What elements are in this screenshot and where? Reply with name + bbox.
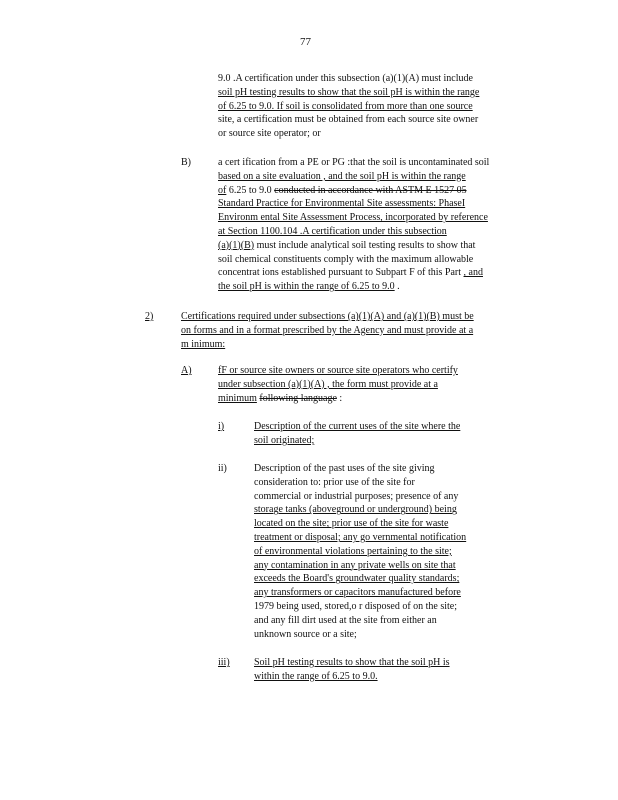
text-segment: must include analytical soil testing results to show that xyxy=(256,239,476,251)
text-segment: soil chemical constituents comply with the maximum allowable xyxy=(218,253,474,265)
item-label: iii) xyxy=(218,657,230,668)
text-line: of environmental violations pertaining to the site; xyxy=(254,545,452,557)
text-line xyxy=(218,184,489,198)
inserted-text: fF or source site owners or source site operators who certify xyxy=(218,365,458,376)
text-segment: concentrat ions established pursuant to Subpart F of this Part xyxy=(218,267,462,279)
paragraph-a2 xyxy=(218,364,458,405)
text-line: Soil pH testing results to show that the soil pH is xyxy=(254,657,450,668)
label-2: 2) xyxy=(145,311,154,322)
paragraph-2 xyxy=(181,310,474,351)
inserted-text: of xyxy=(218,184,227,196)
text-line: on forms and in a format prescribed by the Agency and must provide at a xyxy=(181,324,474,336)
text-line: storage tanks (aboveground or underground) being xyxy=(254,504,457,516)
item-body xyxy=(254,420,460,448)
text-line: exceeds the Board's groundwater quality standards; xyxy=(254,573,460,585)
inserted-text: based on a site evaluation , and the soil pH is within the range xyxy=(218,170,466,182)
text-line: located on the site; prior use of the site for waste xyxy=(254,518,449,530)
text-line: 1979 being used, stored,o r disposed of on the site; xyxy=(254,600,458,612)
text-line: Certifications required under subsections (a)(1)(A) and (a)(1)(B) must be xyxy=(181,311,474,322)
text-segment: : xyxy=(339,392,343,404)
text-segment: . xyxy=(397,281,400,293)
page-number: 77 xyxy=(300,36,311,48)
paragraph-a1a-continuation xyxy=(218,72,479,141)
text-line: Description of the current uses of the site where the xyxy=(254,421,461,432)
text-line xyxy=(218,239,489,253)
item-body xyxy=(254,656,450,684)
text-line: any contamination in any private wells on site that xyxy=(254,559,456,571)
item-label: i) xyxy=(218,421,225,432)
paragraph-b xyxy=(218,156,489,294)
text-line xyxy=(218,253,489,267)
text-segment: 6.25 to 9.0 xyxy=(228,184,272,196)
text-line xyxy=(218,156,489,170)
text-line: soil pH testing results to show that the soil pH is within the range xyxy=(218,86,480,98)
text-line xyxy=(218,364,458,378)
text-line: and any fill dirt used at the site from either an xyxy=(254,614,437,626)
inserted-text: Standard Practice for Environmental Site assessments: PhaseI xyxy=(218,198,466,210)
deleted-text: following language xyxy=(259,392,337,404)
text-line: site, a certification must be obtained from each source site owner xyxy=(218,114,479,126)
inserted-text: , and xyxy=(463,267,483,279)
inserted-text: the soil pH is within the range of 6.25 to 9.0 xyxy=(218,281,395,293)
inserted-text: under subsection (a)(1)(A) , the form must provide at a xyxy=(218,378,438,390)
item-label: ii) xyxy=(218,463,227,474)
text-segment: a cert ification from a PE or PG :that the soil is uncontaminated soil xyxy=(218,157,490,168)
item-body xyxy=(254,462,466,641)
text-line: Description of the past uses of the site giving xyxy=(254,463,435,474)
text-line xyxy=(218,378,458,392)
text-line: soil originated; xyxy=(254,434,315,446)
inserted-text: at Section 1100.104 .A certification under this subsection xyxy=(218,225,447,237)
label-a2: A) xyxy=(181,365,192,376)
text-line xyxy=(218,266,489,280)
text-line: any transformers or capacitors manufactured before xyxy=(254,587,461,599)
text-line: of 6.25 to 9.0. If soil is consolidated from more than one source xyxy=(218,100,473,112)
text-line xyxy=(218,392,458,406)
text-line xyxy=(218,170,489,184)
label-b: B) xyxy=(181,157,191,168)
text-line: commercial or industrial purposes; presence of any xyxy=(254,490,459,502)
text-line: 9.0 .A certification under this subsection (a)(1)(A) must include xyxy=(218,73,473,84)
inserted-text: minimum xyxy=(218,392,257,404)
inserted-text: (a)(1)(B) xyxy=(218,239,255,251)
deleted-text: conducted in accordance with ASTM E 1527 05 xyxy=(274,184,467,196)
text-line xyxy=(218,211,489,225)
text-line xyxy=(218,280,489,294)
text-line: unknown source or a site; xyxy=(254,628,357,640)
text-line: consideration to: prior use of the site for xyxy=(254,476,415,488)
text-line: within the range of 6.25 to 9.0. xyxy=(254,670,378,682)
text-line: m inimum: xyxy=(181,338,226,350)
inserted-text: Environm ental Site Assessment Process, incorporated by reference xyxy=(218,212,488,224)
text-line: or source site operator; or xyxy=(218,128,321,140)
text-line: treatment or disposal; any go vernmental notification xyxy=(254,531,467,543)
text-line xyxy=(218,225,489,239)
text-line xyxy=(218,197,489,211)
